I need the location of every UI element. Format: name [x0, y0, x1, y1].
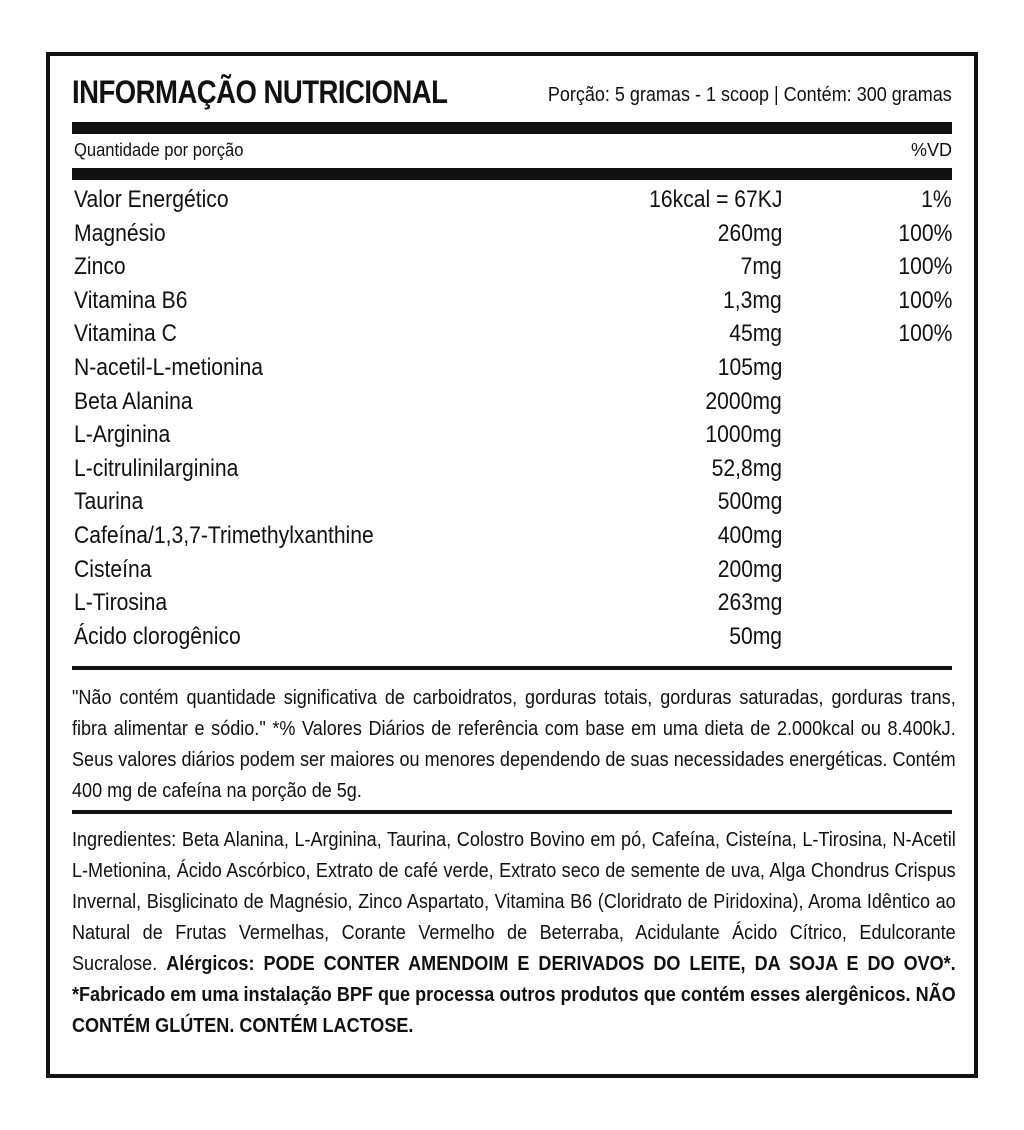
nutrition-notes — [72, 682, 956, 806]
ingredients-block — [72, 824, 956, 1041]
nutrient-row — [72, 554, 952, 588]
nutrient-amount: 16kcal = 67KJ — [648, 186, 782, 213]
quantity-column-label: Quantidade por porção — [74, 140, 244, 160]
nutrient-name: Magnésio — [74, 219, 166, 247]
nutrient-row — [72, 453, 952, 487]
nutrient-amount: 500mg — [717, 488, 782, 516]
portion-info: Porção: 5 gramas - 1 scoop | Contém: 300 gramas — [548, 84, 952, 106]
nutrient-name: L-Arginina — [74, 421, 171, 449]
nutrient-vd: 100% — [897, 320, 952, 348]
allergens-warning: Alérgicos: PODE CONTER AMENDOIM E DERIVADOS DO LEITE, DA SOJA E DO OVO*. *Fabricado em uma instalação BPF que processa outros produtos que contém esses alergênicos. NÃO CONTÉM GLÚTEN. CONTÉM LACTOSE. — [72, 952, 956, 1037]
nutrient-row — [72, 285, 952, 319]
nutrient-name: Valor Energético — [74, 186, 229, 213]
column-header — [72, 140, 952, 166]
nutrient-row — [72, 352, 952, 386]
nutrient-row — [72, 386, 952, 420]
nutrient-row — [72, 218, 952, 252]
nutrient-vd: 100% — [897, 286, 952, 314]
divider-thick — [72, 168, 952, 180]
divider-thick — [72, 122, 952, 134]
nutrient-row — [72, 419, 952, 453]
nutrient-row — [72, 587, 952, 621]
nutrient-amount: 1000mg — [705, 421, 782, 449]
vd-column-label: %VD — [910, 140, 952, 160]
nutrient-vd: 1% — [921, 186, 952, 213]
ingredients-paragraph — [72, 824, 956, 1041]
nutrient-amount: 7mg — [740, 253, 782, 281]
nutrient-name: L-Tirosina — [74, 589, 168, 617]
nutrient-row — [72, 318, 952, 352]
nutrient-row — [72, 251, 952, 285]
nutrient-amount: 200mg — [717, 555, 782, 583]
nutrient-amount: 260mg — [717, 219, 782, 247]
nutrient-amount: 45mg — [729, 320, 782, 348]
nutrient-row — [72, 621, 952, 655]
ingredients-text: Ingredientes: Beta Alanina, L-Arginina, Taurina, Colostro Bovino em pó, Cafeína, Cisteína, L-Tirosina, N-Acetil L-Metionina, Ácido Ascórbico, Extrato de café verde, Extrato seco de semente de uva, Alga Chondrus Crispus Invernal, Bisglicinato de Magnésio, Zinco Aspartato, Vitamina B6 (Cloridrato de Piridoxina), Aroma Idêntico ao Natural de Frutas Vermelhas, Corante Vermelho de Beterraba, Acidulante Ácido Cítrico, Edulcorante Sucralose. — [72, 828, 956, 975]
nutrient-vd: 100% — [897, 219, 952, 247]
nutrient-table — [72, 184, 952, 654]
nutrient-row — [72, 184, 952, 218]
nutrient-amount: 105mg — [717, 353, 782, 381]
nutrient-name: Cafeína/1,3,7-Trimethylxanthine — [74, 521, 374, 549]
nutrient-amount: 2000mg — [705, 387, 782, 415]
nutrient-name: Zinco — [74, 253, 126, 281]
nutrient-name: N-acetil-L-metionina — [74, 353, 263, 381]
nutrient-row — [72, 486, 952, 520]
nutrition-facts-label — [46, 52, 978, 1078]
nutrient-name: Beta Alanina — [74, 387, 193, 415]
label-header — [72, 74, 952, 120]
nutrient-vd: 100% — [897, 253, 952, 281]
nutrient-name: Ácido clorogênico — [74, 622, 241, 650]
notes-text: "Não contém quantidade significativa de carboidratos, gorduras totais, gorduras saturadas, gorduras trans, fibra alimentar e sódio." *% Valores Diários de referência com base em uma dieta de 2.000kcal ou 8.400kJ. Seus valores diários podem ser maiores ou menores dependendo de suas necessidades energéticas. Contém 400 mg de cafeína na porção de 5g. — [72, 686, 956, 802]
nutrient-amount: 50mg — [729, 622, 782, 650]
nutrient-name: Vitamina B6 — [74, 286, 188, 314]
nutrient-row — [72, 520, 952, 554]
nutrient-name: Vitamina C — [74, 320, 177, 348]
nutrient-amount: 52,8mg — [711, 454, 782, 482]
nutrient-name: Taurina — [74, 488, 144, 516]
nutrient-amount: 1,3mg — [723, 286, 782, 314]
divider-thin — [72, 666, 952, 670]
nutrient-amount: 400mg — [717, 521, 782, 549]
divider-thin — [72, 810, 952, 814]
nutrient-name: L-citrulinilarginina — [74, 454, 239, 482]
nutrient-name: Cisteína — [74, 555, 152, 583]
label-title: INFORMAÇÃO NUTRICIONAL — [72, 74, 448, 110]
nutrient-amount: 263mg — [717, 589, 782, 617]
